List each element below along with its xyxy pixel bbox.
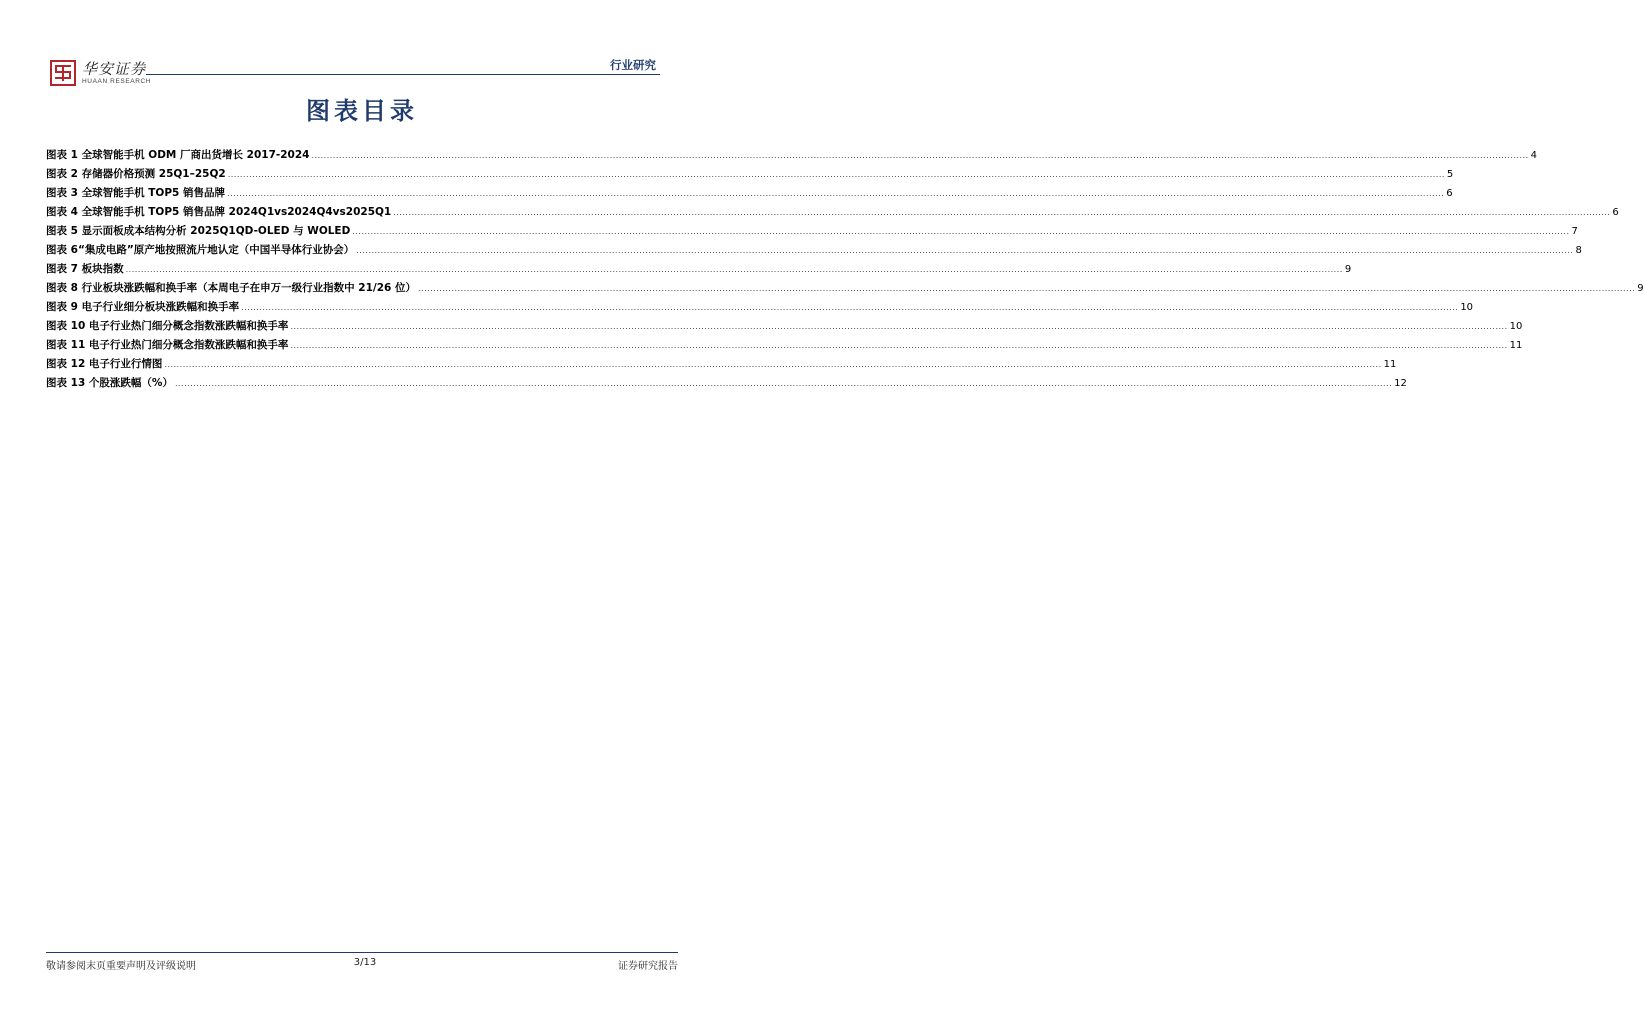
toc-entry[interactable] bbox=[46, 203, 1619, 222]
toc-entry[interactable] bbox=[46, 146, 1538, 165]
toc-entry-label[interactable]: 图表 7 板块指数 bbox=[46, 263, 124, 275]
toc-entry-label[interactable]: 图表 2 存储器价格预测 25Q1–25Q2 bbox=[46, 168, 226, 180]
toc-dot-leader: ................................................................................................................................................................................................................................................................................................................................................................................................................ bbox=[393, 208, 1611, 217]
report-category: 行业研究 bbox=[610, 58, 656, 72]
footer-divider bbox=[46, 952, 678, 953]
toc-entry-label[interactable]: 图表 13 个股涨跌幅（%） bbox=[46, 377, 173, 389]
toc-entry-label[interactable]: 图表 11 电子行业热门细分概念指数涨跌幅和换手率 bbox=[46, 339, 289, 351]
toc-entry[interactable] bbox=[46, 317, 1523, 336]
footer-report-type: 证券研究报告 bbox=[618, 961, 678, 972]
toc-dot-leader: ................................................................................................................................................................................................................................................................................................................................................................................................................ bbox=[125, 265, 1343, 274]
toc-entry-page[interactable]: 6 bbox=[1612, 207, 1619, 218]
toc-entry-page[interactable]: 10 bbox=[1509, 321, 1523, 332]
toc-entry[interactable] bbox=[46, 298, 1474, 317]
toc-entry-page[interactable]: 11 bbox=[1509, 340, 1523, 351]
toc-entry-label[interactable]: 图表 5 显示面板成本结构分析 2025Q1QD-OLED 与 WOLED bbox=[46, 225, 351, 237]
toc-entry[interactable] bbox=[46, 355, 1397, 374]
toc-entry[interactable] bbox=[46, 241, 1582, 260]
page-number: 3/13 bbox=[353, 957, 377, 968]
toc-dot-leader: ................................................................................................................................................................................................................................................................................................................................................................................................................ bbox=[311, 151, 1529, 160]
toc-entry-page[interactable]: 8 bbox=[1575, 245, 1582, 256]
page-title: 图表目录 bbox=[306, 96, 418, 125]
figure-table-of-contents bbox=[46, 146, 1644, 393]
toc-entry[interactable] bbox=[46, 184, 1453, 203]
toc-entry-label[interactable]: 图表 10 电子行业热门细分概念指数涨跌幅和换手率 bbox=[46, 320, 289, 332]
footer-disclaimer: 敬请参阅末页重要声明及评级说明 bbox=[46, 961, 196, 972]
toc-entry-page[interactable]: 4 bbox=[1530, 150, 1538, 161]
logo-text-en: HUAAN RESEARCH bbox=[82, 78, 152, 85]
toc-entry-page[interactable]: 9 bbox=[1344, 264, 1352, 275]
toc-entry[interactable] bbox=[46, 279, 1644, 298]
toc-entry-page[interactable]: 9 bbox=[1637, 283, 1644, 294]
toc-dot-leader: ................................................................................................................................................................................................................................................................................................................................................................................................................ bbox=[418, 284, 1636, 293]
toc-dot-leader: ................................................................................................................................................................................................................................................................................................................................................................................................................ bbox=[164, 360, 1382, 369]
toc-dot-leader: ................................................................................................................................................................................................................................................................................................................................................................................................................ bbox=[356, 246, 1574, 255]
page-header bbox=[50, 54, 660, 94]
toc-entry[interactable] bbox=[46, 336, 1523, 355]
header-divider bbox=[146, 74, 660, 75]
toc-dot-leader: ................................................................................................................................................................................................................................................................................................................................................................................................................ bbox=[227, 189, 1445, 198]
toc-entry-label[interactable]: 图表 4 全球智能手机 TOP5 销售品牌 2024Q1vs2024Q4vs2025Q1 bbox=[46, 206, 392, 218]
toc-dot-leader: ................................................................................................................................................................................................................................................................................................................................................................................................................ bbox=[290, 341, 1508, 350]
toc-entry-label[interactable]: 图表 12 电子行业行情图 bbox=[46, 358, 163, 370]
toc-dot-leader: ................................................................................................................................................................................................................................................................................................................................................................................................................ bbox=[227, 170, 1445, 179]
toc-entry-label[interactable]: 图表 3 全球智能手机 TOP5 销售品牌 bbox=[46, 187, 226, 199]
toc-entry[interactable] bbox=[46, 222, 1578, 241]
toc-entry-page[interactable]: 10 bbox=[1460, 302, 1474, 313]
toc-dot-leader: ................................................................................................................................................................................................................................................................................................................................................................................................................ bbox=[241, 303, 1459, 312]
toc-entry-page[interactable]: 12 bbox=[1394, 378, 1407, 389]
huaan-logo-icon bbox=[50, 60, 76, 86]
toc-entry-label[interactable]: 图表 9 电子行业细分板块涨跌幅和换手率 bbox=[46, 301, 240, 313]
toc-dot-leader: ................................................................................................................................................................................................................................................................................................................................................................................................................ bbox=[290, 322, 1508, 331]
toc-entry-label[interactable]: 图表 1 全球智能手机 ODM 厂商出货增长 2017-2024 bbox=[46, 149, 310, 161]
toc-entry[interactable] bbox=[46, 260, 1352, 279]
toc-entry-page[interactable]: 7 bbox=[1571, 226, 1578, 237]
toc-entry-label[interactable]: 图表 8 行业板块涨跌幅和换手率（本周电子在申万一级行业指数中 21/26 位） bbox=[46, 282, 416, 294]
toc-entry[interactable] bbox=[46, 374, 1407, 393]
toc-entry-page[interactable]: 5 bbox=[1446, 169, 1454, 180]
toc-entry-page[interactable]: 11 bbox=[1383, 359, 1397, 370]
toc-entry-page[interactable]: 6 bbox=[1446, 188, 1453, 199]
logo-text-cn: 华安证券 bbox=[82, 60, 147, 78]
toc-dot-leader: ................................................................................................................................................................................................................................................................................................................................................................................................................ bbox=[174, 379, 1393, 388]
toc-entry-label[interactable]: 图表 6“集成电路”原产地按照流片地认定（中国半导体行业协会） bbox=[46, 244, 355, 256]
toc-dot-leader: ................................................................................................................................................................................................................................................................................................................................................................................................................ bbox=[352, 227, 1570, 236]
toc-entry[interactable] bbox=[46, 165, 1454, 184]
